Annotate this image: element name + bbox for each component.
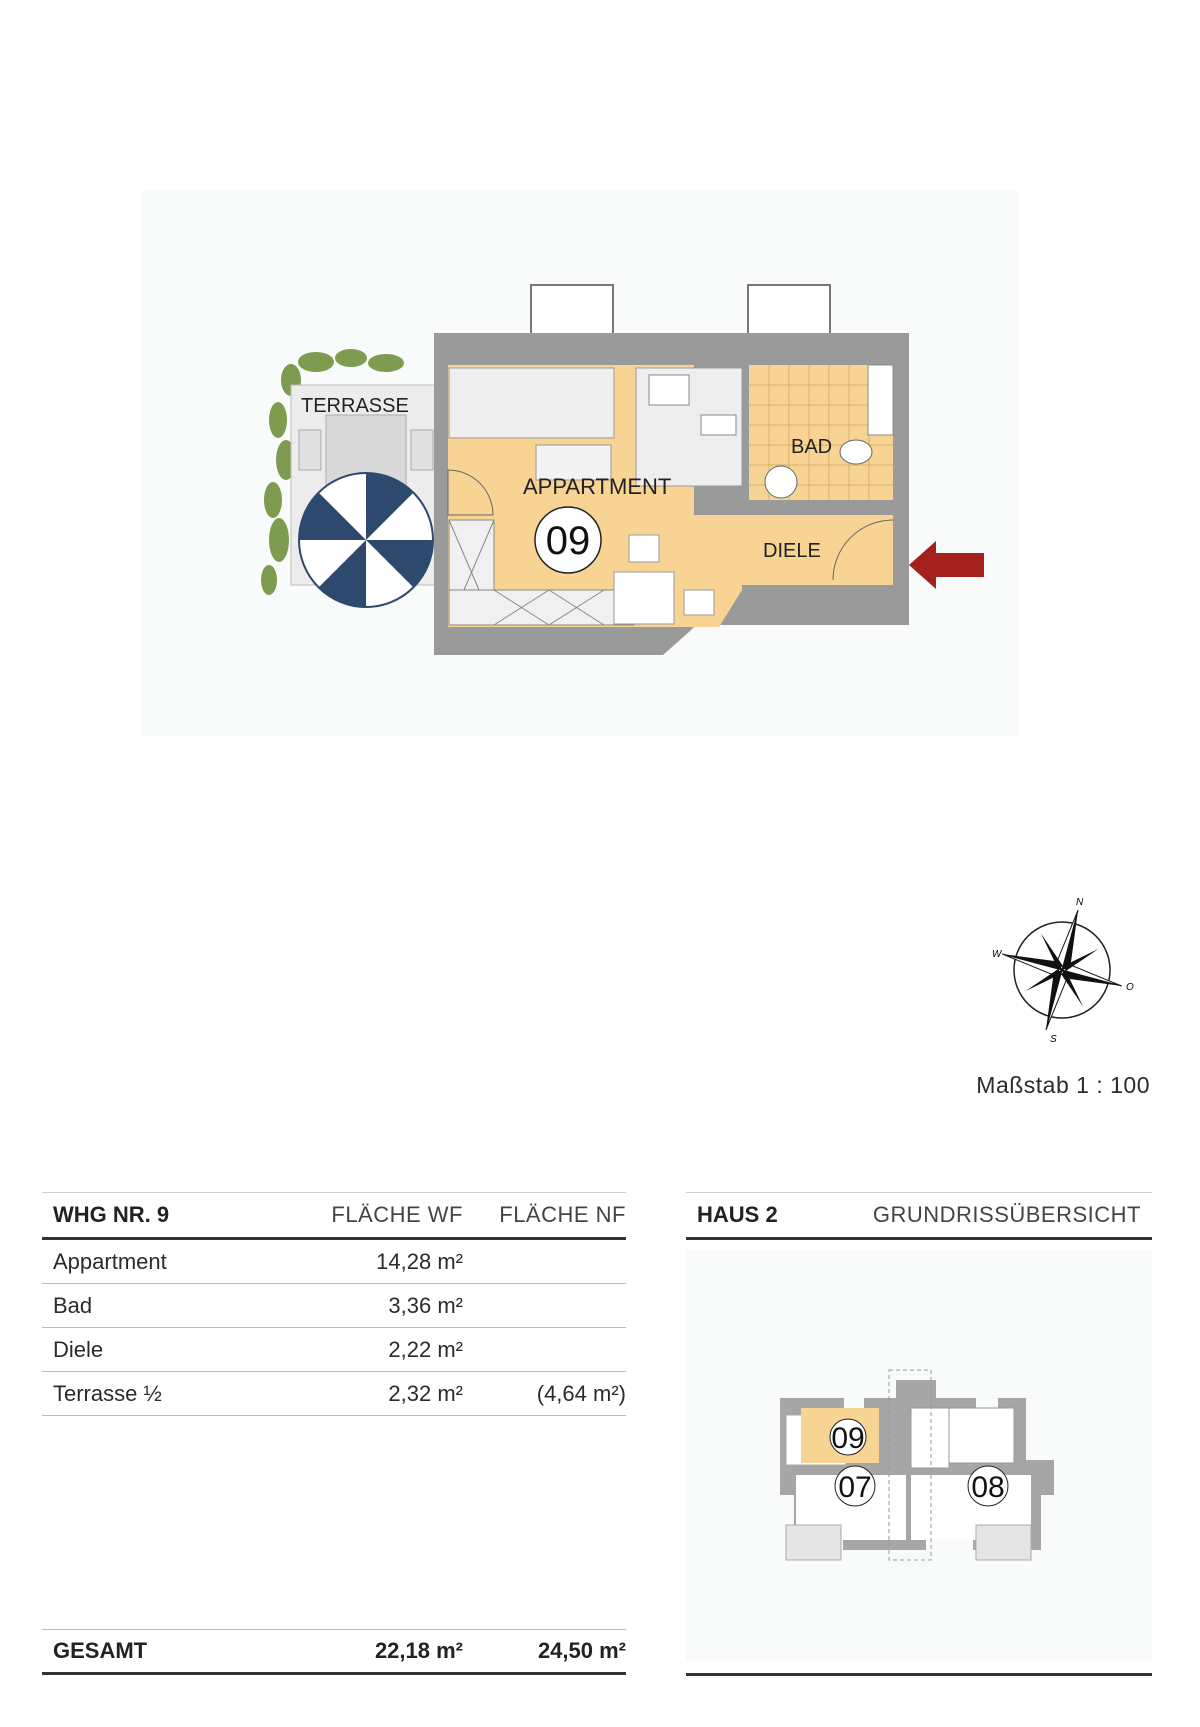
room-label-diele: DIELE (763, 540, 821, 562)
compass-n: N (1076, 897, 1084, 908)
overview-unit-09: 09 (831, 1422, 865, 1455)
table-row (42, 1284, 626, 1328)
header-nf: FLÄCHE NF (499, 1202, 626, 1227)
area-table (42, 1192, 626, 1663)
house-overview (686, 1192, 1152, 1504)
overview-title: GRUNDRISSÜBERSICHT (872, 1202, 1141, 1227)
scale-label: Maßstab 1 : 100 (976, 1072, 1150, 1098)
overview-header (686, 1192, 1152, 1240)
total-name: GESAMT (53, 1638, 148, 1663)
floor-plan-drawing (141, 190, 1019, 736)
overview-plan (686, 1250, 1152, 1660)
row-wf: 2,32 m² (388, 1380, 463, 1406)
table-header (42, 1192, 626, 1240)
overview-house: HAUS 2 (697, 1202, 778, 1227)
compass-rose-icon (980, 895, 1140, 1045)
row-name: Appartment (53, 1248, 167, 1274)
row-name: Bad (53, 1292, 93, 1318)
room-label-terrasse: TERRASSE (301, 395, 409, 417)
row-wf: 3,36 m² (388, 1292, 463, 1318)
total-wf: 22,18 m² (374, 1638, 463, 1663)
row-name: Diele (53, 1336, 104, 1362)
compass-s: S (1050, 1034, 1057, 1045)
overview-bottom-rule (686, 1673, 1152, 1676)
room-label-bad: BAD (791, 436, 833, 458)
header-unit: WHG NR. 9 (53, 1202, 170, 1227)
compass-w: W (992, 949, 1002, 960)
header-wf: FLÄCHE WF (331, 1202, 463, 1227)
total-nf: 24,50 m² (537, 1638, 626, 1663)
overview-unit-08: 08 (971, 1471, 1005, 1504)
unit-number: 09 (545, 519, 591, 563)
table-total-row (42, 1629, 626, 1675)
compass-o: O (1126, 982, 1134, 993)
table-row (42, 1328, 626, 1372)
room-label-appartment: APPARTMENT (523, 474, 672, 499)
floor-plan (141, 190, 1019, 736)
table-row (42, 1372, 626, 1416)
row-name: Terrasse ½ (53, 1380, 162, 1406)
umbrella (299, 473, 433, 607)
entrance-arrow-icon (909, 541, 984, 589)
overview-unit-07: 07 (838, 1471, 872, 1504)
row-nf: (4,64 m²) (536, 1380, 626, 1406)
row-wf: 14,28 m² (376, 1248, 463, 1274)
row-wf: 2,22 m² (388, 1336, 463, 1362)
table-row (42, 1240, 626, 1284)
